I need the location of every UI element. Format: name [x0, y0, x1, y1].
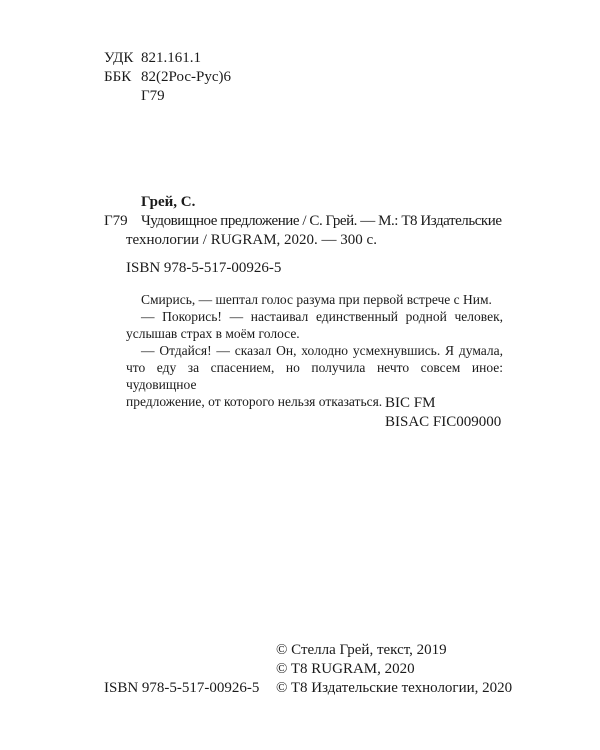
bbk-value: 82(2Рос-Рус)6 [141, 69, 231, 85]
bisac-code: BISAC FIC009000 [385, 414, 502, 430]
annotation-line-2: — Покорись! — настаивал единственный родной человек, [141, 309, 503, 324]
bibliographic-description-line2: технологии / RUGRAM, 2020. — 300 с. [126, 232, 377, 248]
bbk-label: ББК [104, 69, 132, 85]
author-sign-margin: Г79 [104, 213, 128, 229]
annotation [126, 291, 503, 410]
udk-label: УДК [104, 50, 134, 66]
udk-value: 821.161.1 [141, 50, 201, 66]
bibliographic-description-line1: Чудовищное предложение / С. Грей. — М.: Т8 Издательские [141, 213, 502, 229]
annotation-line-5: что еду за спасением, но получила нечто совсем иное: чудовищное [126, 360, 503, 392]
annotation-line-1: Смирись, — шептал голос разума при первой встрече с Ним. [141, 292, 492, 307]
author-heading: Грей, С. [141, 194, 196, 210]
isbn-top: ISBN 978-5-517-00926-5 [126, 260, 282, 276]
author-sign: Г79 [141, 88, 165, 104]
copyright-author: © Стелла Грей, текст, 2019 [276, 642, 447, 658]
annotation-line-4: — Отдайся! — сказал Он, холодно усмехнувшись. Я думала, [141, 343, 503, 358]
bic-code: BIC FM [385, 395, 436, 411]
copyright-rugram: © T8 RUGRAM, 2020 [276, 661, 415, 677]
isbn-bottom: ISBN 978-5-517-00926-5 [104, 680, 260, 696]
copyright-publisher: © T8 Издательские технологии, 2020 [276, 680, 513, 696]
annotation-line-6: предложение, от которого нельзя отказаться. [126, 394, 383, 409]
annotation-line-3: услышав страх в моём голосе. [126, 326, 300, 341]
